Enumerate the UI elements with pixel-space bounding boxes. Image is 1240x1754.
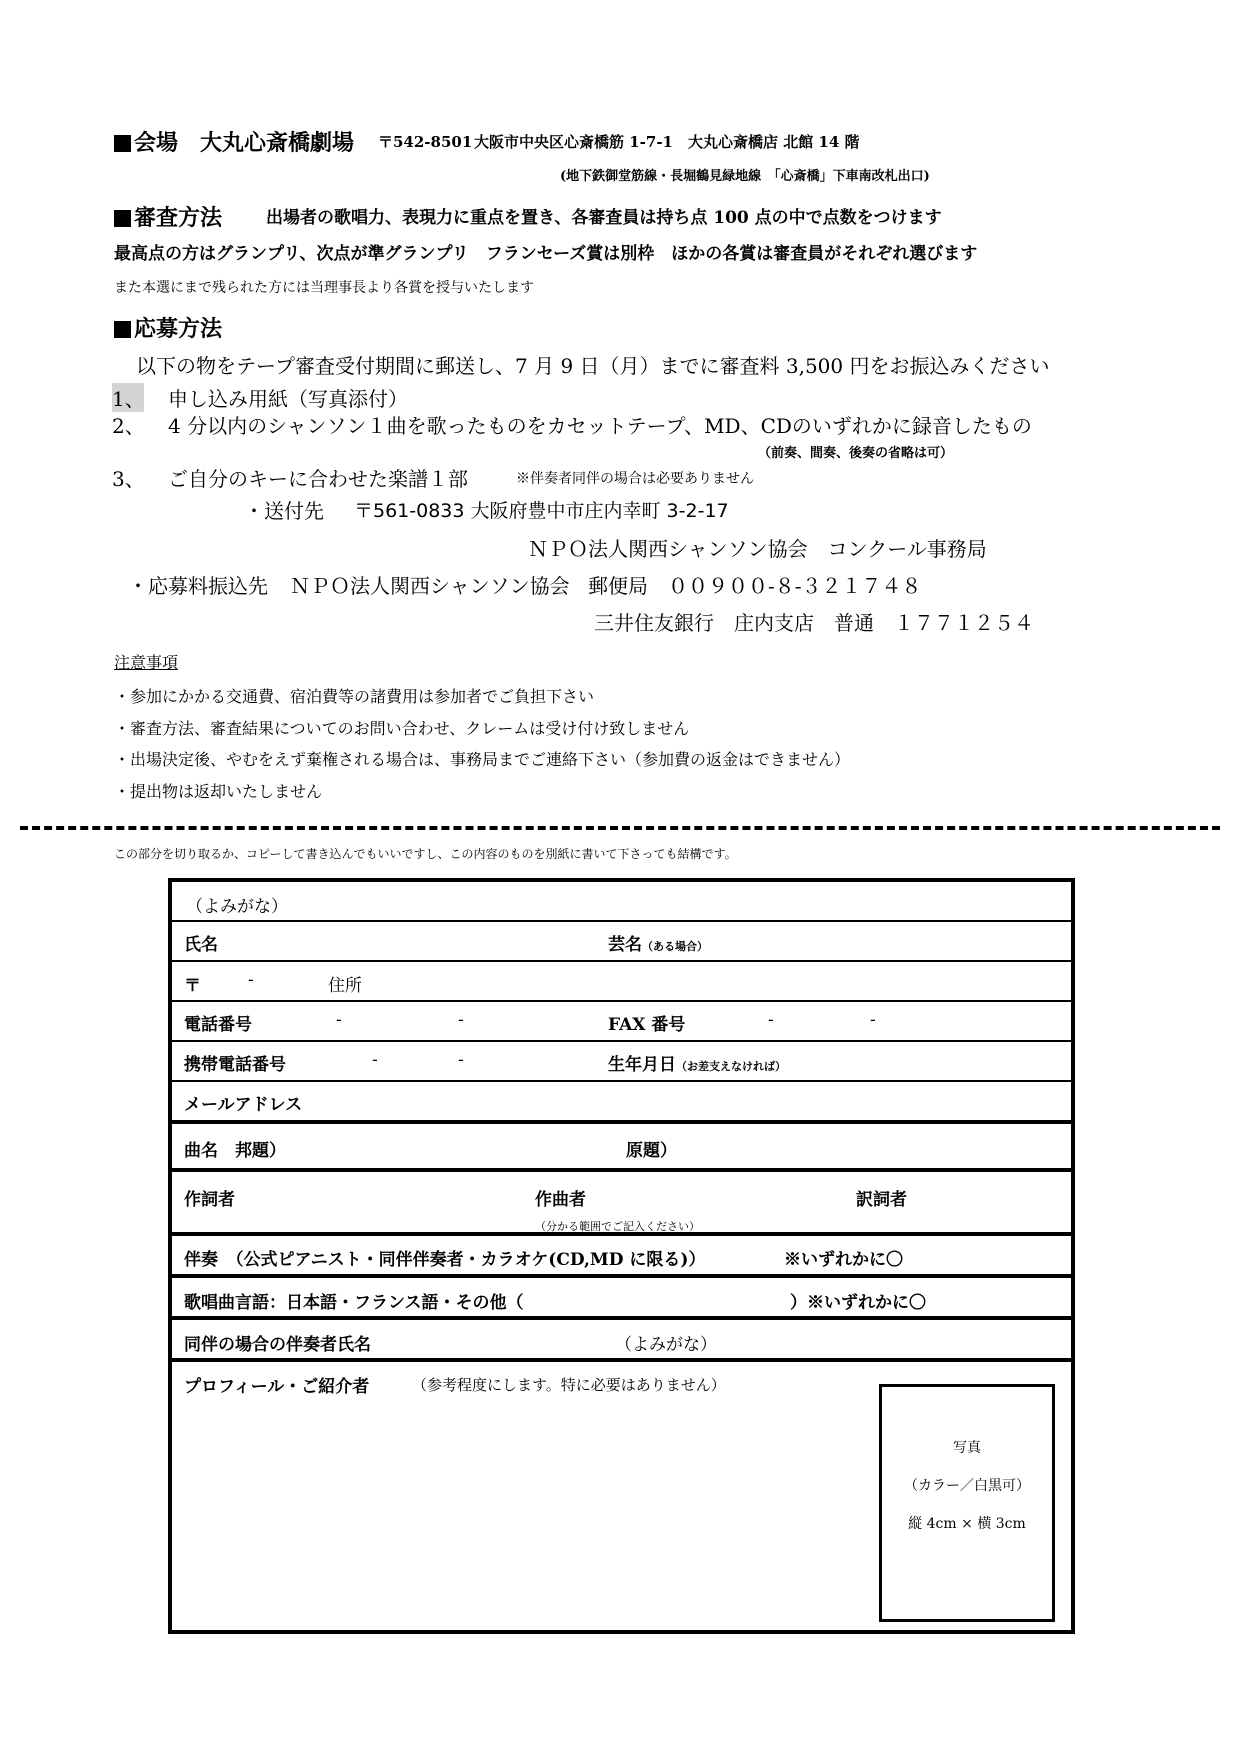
- photo-color-note: （カラー／白黒可）: [904, 1478, 1030, 1494]
- lyricist-label: 作詞者: [184, 1190, 235, 1210]
- name-label: 氏名: [184, 935, 218, 955]
- fee-bank: 三井住友銀行 庄内支店 普通 １７７１２５４: [594, 611, 1034, 635]
- song-title-row[interactable]: [172, 1120, 1071, 1168]
- item-2-text: 4 分以内のシャンソン１曲を歌ったものをカセットテープ、MD、CDのいずれかに録音したもの: [168, 414, 1032, 438]
- item-2-note: （前奏、間奏、後奏の省略は可）: [758, 446, 954, 461]
- square-bullet-icon: [114, 210, 131, 227]
- language-row[interactable]: [172, 1274, 1071, 1316]
- address-label: 住所: [328, 976, 362, 996]
- judging-heading: [114, 201, 222, 232]
- address-row[interactable]: [172, 960, 1071, 1000]
- fee-postal: 郵便局 ００９００-８-３２１７４８: [588, 574, 922, 598]
- notes-item: ・出場決定後、やむをえず棄権される場合は、事務局までご連絡下さい（参加費の返金はできません）: [114, 750, 851, 769]
- item-1-number: 1、: [112, 383, 144, 412]
- application-intro: 以下の物をテープ審査受付期間に郵送し、7 月 9 日（月）までに審査料 3,500 円をお振込みください: [136, 354, 1050, 378]
- notes-item: ・参加にかかる交通費、宿泊費等の諸費用は参加者でご負担下さい: [114, 687, 595, 706]
- fax-dash: -: [768, 1010, 774, 1030]
- photo-title: 写真: [953, 1440, 981, 1456]
- judging-line3: また本選にまで残られた方には当理事長より各賞を授与いたします: [114, 280, 534, 296]
- send-to-org: ＮＰＯ法人関西シャンソン協会 コンクール事務局: [528, 537, 987, 561]
- phone-dash: -: [336, 1010, 342, 1030]
- venue-name: 大丸心斎橋劇場: [200, 130, 355, 156]
- name-row[interactable]: [172, 920, 1071, 960]
- credits-row[interactable]: [172, 1168, 1071, 1232]
- postal-dash: -: [248, 970, 254, 990]
- cut-line: [20, 826, 1220, 830]
- venue-postal: 〒542-8501: [378, 133, 473, 151]
- phone-label: 電話番号: [184, 1015, 252, 1035]
- composer-label: 作曲者: [535, 1190, 586, 1210]
- notes-item: ・提出物は返却いたしません: [114, 782, 323, 801]
- yomigana-label: （よみがな）: [186, 897, 288, 917]
- send-to-label: ・送付先: [244, 499, 324, 523]
- accompaniment-row[interactable]: [172, 1232, 1071, 1274]
- photo-box[interactable]: [879, 1384, 1055, 1622]
- mobile-dash: -: [372, 1050, 378, 1070]
- accompanist-name-label: 同伴の場合の伴奏者氏名: [184, 1335, 371, 1355]
- item-3-text: ご自分のキーに合わせた楽譜１部: [168, 467, 468, 491]
- square-bullet-icon: [114, 135, 131, 152]
- birthdate-text: 生年月日: [608, 1055, 676, 1075]
- notes-item: ・審査方法、審査結果についてのお問い合わせ、クレームは受け付け致しません: [114, 719, 690, 738]
- birthdate-note: （お差支えなければ）: [676, 1060, 786, 1073]
- mobile-label: 携帯電話番号: [184, 1055, 286, 1075]
- song-title-label: 曲名 邦題）: [184, 1141, 286, 1161]
- accompaniment-label: 伴奏 （公式ピアニスト・同伴伴奏者・カラオケ(CD,MD に限る)）: [184, 1250, 706, 1270]
- item-3-note: ※伴奏者同伴の場合は必要ありません: [516, 471, 754, 487]
- profile-label: プロフィール・ご紹介者: [184, 1377, 370, 1397]
- email-row[interactable]: [172, 1080, 1071, 1120]
- translator-label: 訳詞者: [856, 1190, 907, 1210]
- language-label: 歌唱曲言語：日本語・フランス語・その他（: [184, 1293, 524, 1313]
- fax-dash: -: [870, 1010, 876, 1030]
- profile-note: （参考程度にします。特に必要はありません）: [412, 1376, 726, 1394]
- item-1-text: 申し込み用紙（写真添付）: [168, 387, 408, 411]
- venue-heading: [114, 126, 354, 157]
- fee-org: ＮＰＯ法人関西シャンソン協会: [290, 574, 570, 598]
- stage-name-note: （ある場合）: [642, 940, 708, 953]
- stage-name-label: [608, 930, 708, 955]
- fax-label: FAX 番号: [608, 1015, 686, 1035]
- postal-mark: 〒: [184, 976, 201, 996]
- venue-label: 会場: [134, 130, 179, 156]
- application-label: 応募方法: [134, 316, 223, 342]
- item-3-number: 3、: [112, 467, 145, 491]
- cut-note: この部分を切り取るか、コピーして書き込んでもいいですし、この内容のものを別紙に書いて下さっても結構です。: [114, 847, 737, 861]
- original-title-label: 原題）: [626, 1141, 677, 1161]
- notes-title: 注意事項: [114, 653, 179, 672]
- judging-line1: 出場者の歌唱力、表現力に重点を置き、各審査員は持ち点 100 点の中で点数をつけます: [266, 208, 942, 228]
- venue-access: (地下鉄御堂筋線・長堀鶴見緑地線 「心斎橋」下車南改札出口): [560, 169, 930, 184]
- credits-note: （分かる範囲でご記入ください）: [535, 1220, 700, 1233]
- judging-line2: 最高点の方はグランプリ、次点が準グランプリ フランセーズ賞は別枠 ほかの各賞は審査員がそれぞれ選びます: [114, 244, 978, 264]
- square-bullet-icon: [114, 321, 131, 338]
- accompanist-yomigana-label: （よみがな）: [615, 1335, 717, 1355]
- language-choose-note: ）※いずれかに〇: [790, 1293, 926, 1313]
- application-heading: [114, 312, 222, 343]
- accompanist-row[interactable]: [172, 1316, 1071, 1358]
- mobile-dash: -: [458, 1050, 464, 1070]
- fee-label: ・応募料振込先: [128, 574, 268, 598]
- mobile-row[interactable]: [172, 1040, 1071, 1080]
- email-label: メールアドレス: [184, 1095, 303, 1115]
- phone-dash: -: [458, 1010, 464, 1030]
- item-2-number: 2、: [112, 414, 145, 438]
- venue-address: 大阪市中央区心斎橋筋 1-7-1 大丸心斎橋店 北館 14 階: [474, 133, 860, 151]
- photo-size-note: 縦 4cm × 横 3cm: [908, 1516, 1026, 1532]
- birthdate-label: [608, 1050, 786, 1075]
- stage-name-text: 芸名: [608, 935, 642, 955]
- accompaniment-choose-note: ※いずれかに〇: [784, 1250, 903, 1270]
- phone-row[interactable]: [172, 1000, 1071, 1040]
- send-to-address: 〒561-0833 大阪府豊中市庄内幸町 3-2-17: [354, 500, 729, 522]
- judging-label: 審査方法: [134, 205, 223, 231]
